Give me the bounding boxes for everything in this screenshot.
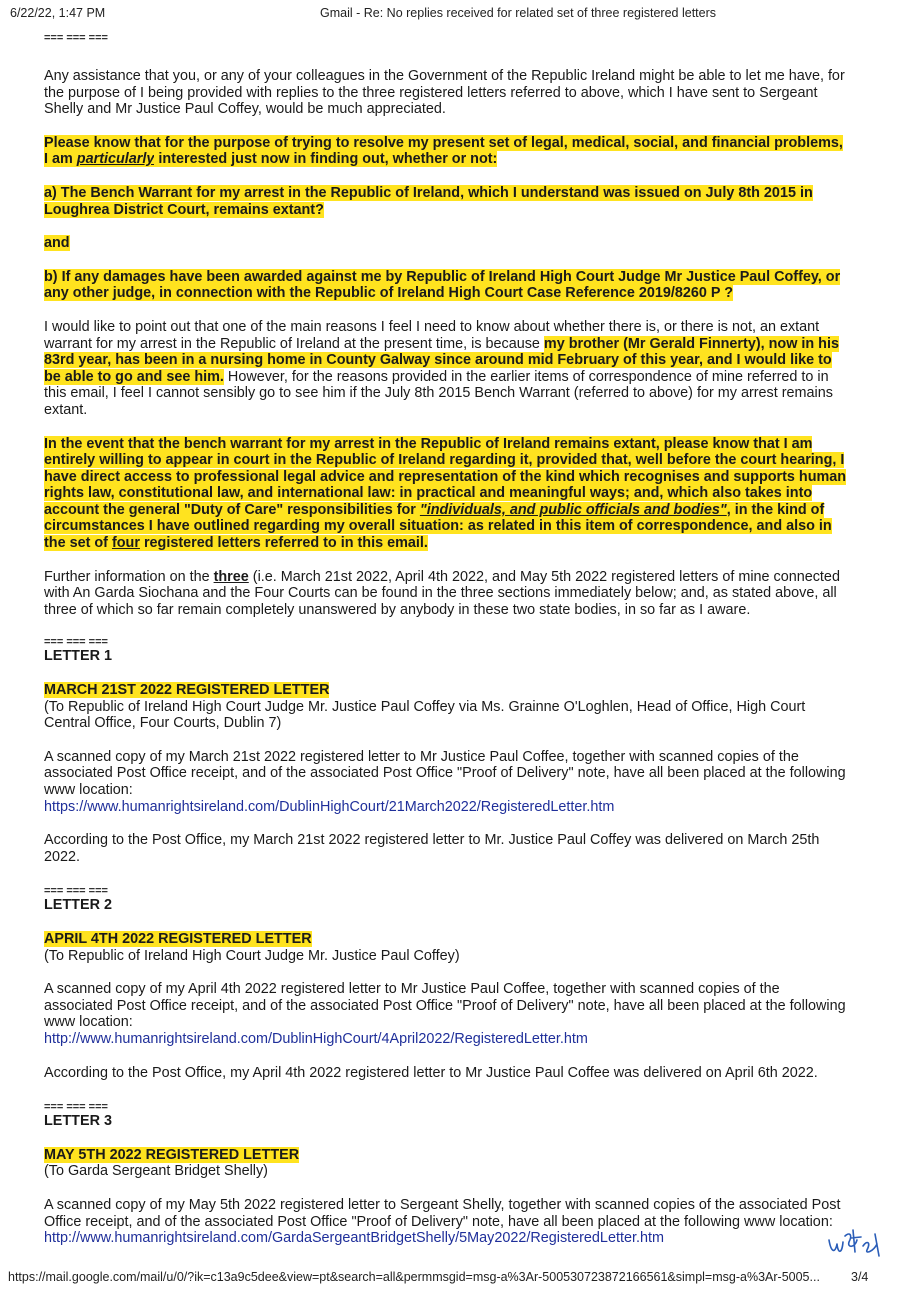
further-three: three: [213, 568, 249, 585]
print-url: https://mail.google.com/mail/u/0/?ik=c13a9c5dee&view=pt&search=all&permmsgid=msg-a%3Ar-500530723872166561&simpl=msg-a%3Ar-5005...: [8, 1270, 820, 1284]
page-number: 3/4: [851, 1270, 869, 1284]
letter-delivery: According to the Post Office, my April 4th 2022 registered letter to Mr Justice Paul Coffee was delivered on April 6th 2022.: [44, 1064, 818, 1081]
further-pre: Further information on the: [44, 568, 214, 585]
letter-heading: [44, 682, 850, 699]
brother-pre: I would like to point out that one of the main reasons I feel I need to know about whether there is, or there is not, an extant warrant for my arrest in the Republic of Ireland at the present time, is because: [44, 318, 820, 352]
court-quote: "individuals, and public officials and bodies": [419, 501, 727, 518]
brother-post: However, for the reasons provided in the earlier items of correspondence of mine referred to in this email, I feel I cannot sensibly go to see him if the July 8th 2015 Bench Warrant (referred to above) for my arrest remains extant.: [44, 368, 833, 418]
letter-link[interactable]: https://www.humanrightsireland.com/DublinHighCourt/21March2022/RegisteredLetter.htm: [44, 798, 615, 815]
separator: === === ===: [44, 32, 108, 44]
letter-scan-text: A scanned copy of my March 21st 2022 registered letter to Mr Justice Paul Coffee, together with scanned copies of the associated Post Office receipt, and of the associated Post Office "Proof of Delivery" note, have all been placed at the following www location:: [44, 748, 846, 798]
interest-paragraph: [44, 135, 850, 168]
brother-highlight: my brother (Mr Gerald Finnerty), now in his 83rd year, has been in a nursing home in County Galway since around mid February of this year, and I would like to be able to go and see him.: [44, 335, 839, 385]
signature-icon: [825, 1226, 885, 1260]
letter-scan-text: A scanned copy of my April 4th 2022 registered letter to Mr Justice Paul Coffee, together with scanned copies of the associated Post Office receipt, and of the associated Post Office "Proof of Delivery" note, have all been placed at the following www location:: [44, 981, 846, 1031]
assistance-paragraph: Any assistance that you, or any of your colleagues in the Government of the Republic Ireland might be able to let me have, for the purpose of I being provided with replies to the three registered letters referred to above, which I have sent to Sergeant Shelly and Mr Justice Paul Coffey, would be much appreciated.: [44, 68, 845, 118]
letter-delivery: According to the Post Office, my March 21st 2022 registered letter to Mr. Justice Paul Coffey was delivered on March 25th 2022.: [44, 832, 820, 865]
item-b-text: b) If any damages have been awarded against me by Republic of Ireland High Court Judge Mr Justice Paul Coffey, or any other judge, in connection with the Republic of Ireland High Court Case Reference 2019/8260 P ?: [44, 268, 841, 302]
item-a: [44, 185, 850, 218]
letter-label: LETTER 1: [44, 648, 112, 665]
email-body: [44, 32, 850, 1247]
letter-heading-text: MAY 5TH 2022 REGISTERED LETTER: [44, 1146, 300, 1163]
separator: === === ===: [44, 1101, 108, 1114]
further-paragraph: [44, 569, 850, 619]
print-title: Gmail - Re: No replies received for related set of three registered letters: [320, 6, 717, 20]
interest-emphasis: particularly: [76, 151, 155, 168]
item-a-text: a) The Bench Warrant for my arrest in the Republic of Ireland, which I understand was issued on July 8th 2015 in Loughrea District Court, remains extant?: [44, 184, 813, 218]
letter-recipient: (To Republic of Ireland High Court Judge Mr. Justice Paul Coffey via Ms. Grainne O'Loghlen, Head of Office, High Court Central Office, Four Courts, Dublin 7): [44, 698, 806, 732]
letter-link[interactable]: http://www.humanrightsireland.com/GardaSergeantBridgetShelly/5May2022/RegisteredLetter.htm: [44, 1230, 664, 1247]
letter-label: LETTER 2: [44, 897, 112, 914]
interest-pre: Please know that for the purpose of trying to resolve my present set of legal, medical, social, and financial problems, I am: [44, 134, 843, 168]
letter-label: LETTER 3: [44, 1113, 112, 1130]
letter-heading: [44, 1147, 850, 1164]
letter-heading-text: MARCH 21ST 2022 REGISTERED LETTER: [44, 682, 330, 699]
letter-recipient: (To Garda Sergeant Bridget Shelly): [44, 1163, 268, 1180]
separator: === === ===: [44, 885, 108, 898]
separator: === === ===: [44, 636, 108, 649]
court-pre: In the event that the bench warrant for my arrest in the Republic of Ireland remains extant, please know that I am entirely willing to appear in court in the Republic of Ireland regarding it, provided that, well before the court hearing, I have direct access to professional legal advice and representation of the kind which recognises and supports human rights law, constitutional law, and international law: in practical and meaningful ways; and, which also takes into account the general "Duty of Care" responsibilities for: [44, 435, 847, 518]
letter-heading: [44, 931, 850, 948]
item-b: [44, 269, 850, 302]
interest-post: interested just now in finding out, whether or not:: [154, 151, 498, 168]
court-post: registered letters referred to in this email.: [139, 535, 428, 552]
letter-recipient: (To Republic of Ireland High Court Judge Mr. Justice Paul Coffey): [44, 947, 460, 964]
letter-scan-text: A scanned copy of my May 5th 2022 registered letter to Sergeant Shelly, together with scanned copies of the associated Post Office receipt, and of the associated Post Office "Proof of Delivery" note, have all been placed at the following www location:: [44, 1196, 841, 1230]
brother-paragraph: [44, 319, 850, 419]
and-line: [44, 235, 850, 252]
letter-heading-text: APRIL 4TH 2022 REGISTERED LETTER: [44, 930, 312, 947]
print-date: 6/22/22, 1:47 PM: [10, 6, 106, 20]
and-text: and: [44, 235, 70, 252]
letter-link[interactable]: http://www.humanrightsireland.com/DublinHighCourt/4April2022/RegisteredLetter.htm: [44, 1030, 588, 1047]
further-post: (i.e. March 21st 2022, April 4th 2022, and May 5th 2022 registered letters of mine connected with An Garda Siochana and the Four Courts can be found in the three sections immediately below; and, as stated above, all three of which so far remain completely unanswered by anybody in these two state bodies, in so far as I aware.: [44, 568, 840, 618]
court-paragraph: [44, 436, 850, 552]
court-mid: , in the kind of circumstances I have outlined regarding my overall situation: as related in this item of correspondence, and also in the set of: [44, 501, 832, 552]
court-four: four: [111, 535, 140, 552]
